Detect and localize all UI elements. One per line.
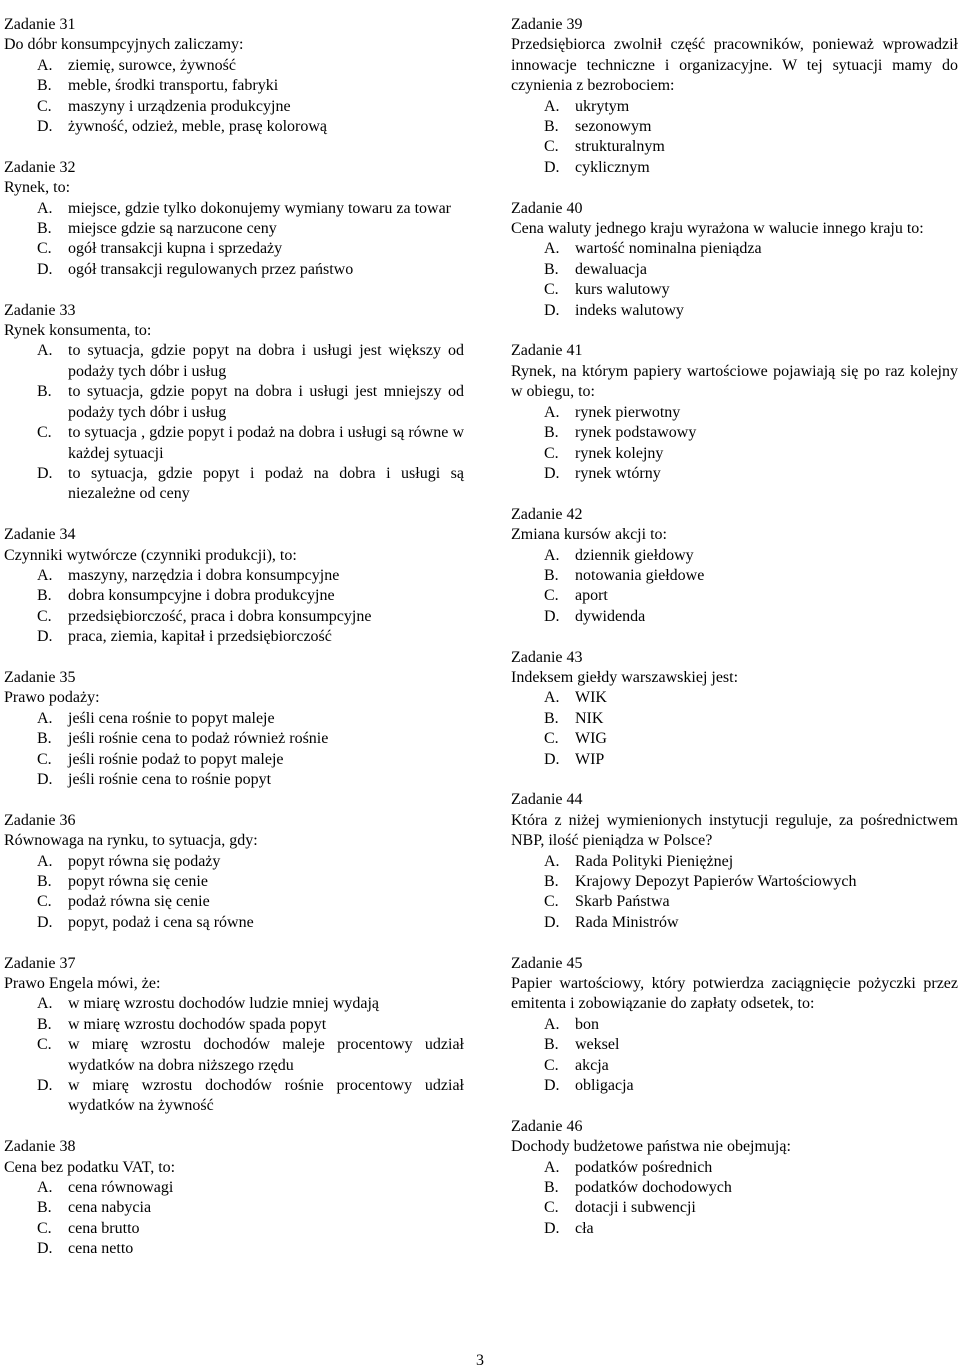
answer-list — [4, 566, 464, 648]
answer-letter: D. — [544, 1077, 560, 1095]
answer-letter: D. — [37, 260, 53, 278]
answer-text: rynek pierwotny — [575, 403, 681, 421]
answer-letter: D. — [544, 750, 560, 768]
answer-letter: C. — [37, 424, 52, 442]
answer-list — [4, 994, 464, 1116]
answer-letter: B. — [544, 118, 559, 136]
answer-text: żywność, odzież, meble, prasę kolorową — [68, 118, 328, 136]
answer-letter: D. — [37, 913, 53, 931]
question-title: Zadanie 36 — [4, 811, 76, 829]
question-block — [4, 525, 464, 647]
answer-option — [4, 872, 464, 892]
answer-letter: B. — [37, 1015, 52, 1033]
answer-list — [511, 1158, 958, 1240]
question-block — [511, 15, 958, 178]
answer-option — [4, 382, 464, 423]
answer-option — [4, 1219, 464, 1239]
answer-letter: C. — [544, 138, 559, 156]
answer-option — [511, 260, 958, 280]
answer-letter: C. — [544, 587, 559, 605]
answer-letter: D. — [37, 628, 53, 646]
answer-option — [511, 280, 958, 300]
question-text: Cena bez podatku VAT, to: — [4, 1158, 176, 1176]
answer-text: jeśli cena rośnie to popyt maleje — [68, 709, 275, 727]
answer-list — [511, 546, 958, 628]
answer-text: dobra konsumpcyjne i dobra produkcyjne — [68, 587, 335, 605]
answer-text: ogół transakcji kupna i sprzedaży — [68, 240, 283, 258]
answer-text: aport — [575, 587, 608, 605]
answer-text: popyt równa się cenie — [68, 872, 208, 890]
answer-letter: C. — [544, 281, 559, 299]
answer-text: cena równowagi — [68, 1179, 174, 1197]
answer-text: Rada Ministrów — [575, 913, 679, 931]
answer-option — [4, 1239, 464, 1259]
answer-letter: C. — [37, 240, 52, 258]
page-number: 3 — [476, 1352, 484, 1369]
answer-option — [511, 892, 958, 912]
answer-letter: B. — [544, 1179, 559, 1197]
answer-text: miejsce gdzie są narzucone ceny — [68, 220, 277, 238]
answer-text: w miarę wzrostu dochodów rośnie procentowy udział wydatków na żywność — [68, 1077, 464, 1115]
answer-letter: B. — [544, 260, 559, 278]
answer-option — [511, 1056, 958, 1076]
answer-letter: D. — [37, 464, 53, 482]
answer-list — [511, 688, 958, 770]
answer-text: NIK — [575, 709, 604, 727]
question-title: Zadanie 34 — [4, 526, 76, 544]
answer-text: Rada Polityki Pieniężnej — [575, 852, 734, 870]
answer-letter: D. — [544, 1219, 560, 1237]
answer-letter: A. — [544, 97, 560, 115]
answer-option — [4, 76, 464, 96]
answer-letter: D. — [37, 770, 53, 788]
answer-letter: A. — [37, 709, 53, 727]
question-title: Zadanie 39 — [511, 16, 583, 33]
answer-option — [511, 239, 958, 259]
question-block — [511, 505, 958, 627]
question-text: Dochody budżetowe państwa nie obejmują: — [511, 1138, 791, 1156]
answer-option — [4, 729, 464, 749]
answer-option — [511, 913, 958, 933]
answer-text: WIK — [575, 689, 607, 707]
answer-text: przedsiębiorczość, praca i dobra konsumpcyjne — [68, 607, 372, 625]
answer-letter: C. — [37, 607, 52, 625]
question-text: Cena waluty jednego kraju wyrażona w walucie innego kraju to: — [511, 220, 924, 238]
question-title: Zadanie 32 — [4, 158, 76, 176]
answer-text: miejsce, gdzie tylko dokonujemy wymiany towaru za towar — [68, 199, 452, 217]
question-text: Zmiana kursów akcji to: — [511, 526, 667, 544]
answer-text: WIG — [575, 730, 607, 748]
answer-option — [511, 1219, 958, 1239]
answer-option — [4, 770, 464, 790]
question-text: Równowaga na rynku, to sytuacja, gdy: — [4, 832, 258, 850]
answer-text: podaż równa się cenie — [68, 893, 210, 911]
question-title: Zadanie 37 — [4, 954, 76, 972]
question-title: Zadanie 45 — [511, 954, 583, 972]
answer-text: jeśli rośnie cena to podaż również rośnie — [68, 730, 329, 748]
answer-letter: D. — [544, 913, 560, 931]
answer-letter: D. — [544, 607, 560, 625]
answer-text: w miarę wzrostu dochodów maleje procentowy udział wydatków na dobra niższego rzędu — [68, 1036, 464, 1074]
answer-letter: B. — [544, 709, 559, 727]
answer-option — [511, 607, 958, 627]
question-title: Zadanie 41 — [511, 342, 583, 360]
answer-text: to sytuacja, gdzie popyt na dobra i usługi jest większy od podaży tych dóbr i usług — [68, 342, 464, 380]
answer-text: w miarę wzrostu dochodów spada popyt — [68, 1015, 327, 1033]
question-title: Zadanie 40 — [511, 199, 583, 217]
answer-letter: A. — [544, 852, 560, 870]
question-text: Prawo podaży: — [4, 689, 100, 707]
answer-text: cyklicznym — [575, 158, 650, 176]
answer-option — [4, 199, 464, 219]
answer-text: rynek podstawowy — [575, 424, 697, 442]
answer-option — [511, 729, 958, 749]
answer-text: weksel — [575, 1036, 620, 1054]
answer-option — [4, 341, 464, 382]
answer-text: dziennik giełdowy — [575, 546, 694, 564]
answer-text: dywidenda — [575, 607, 646, 625]
answer-letter: C. — [37, 97, 52, 115]
answer-option — [511, 852, 958, 872]
answer-text: Krajowy Depozyt Papierów Wartościowych — [575, 872, 857, 890]
answer-text: maszyny i urządzenia produkcyjne — [68, 97, 291, 115]
question-block — [511, 648, 958, 770]
answer-option — [511, 1178, 958, 1198]
answer-option — [511, 403, 958, 423]
answer-option — [4, 750, 464, 770]
answer-option — [511, 750, 958, 770]
answer-text: to sytuacja, gdzie popyt na dobra i usługi jest mniejszy od podaży tych dóbr i usług — [68, 383, 464, 421]
answer-option — [4, 852, 464, 872]
question-title: Zadanie 33 — [4, 301, 76, 319]
answer-letter: D. — [37, 1077, 53, 1095]
answer-text: to sytuacja, gdzie popyt i podaż na dobra i usługi są niezależne od ceny — [68, 464, 464, 503]
question-block — [4, 668, 464, 790]
answer-text: dewaluacja — [575, 260, 647, 278]
answer-option — [4, 464, 464, 505]
answer-option — [4, 56, 464, 76]
answer-letter: C. — [544, 1056, 559, 1074]
answer-option — [4, 219, 464, 239]
question-title: Zadanie 44 — [511, 791, 583, 809]
answer-list — [511, 97, 958, 179]
answer-letter: B. — [37, 383, 52, 401]
answer-letter: B. — [37, 872, 52, 890]
answer-text: obligacja — [575, 1077, 634, 1095]
answer-option — [4, 1198, 464, 1218]
question-block — [4, 158, 464, 280]
answer-option — [511, 423, 958, 443]
answer-text: maszyny, narzędzia i dobra konsumpcyjne — [68, 566, 340, 584]
answer-letter: B. — [37, 220, 52, 238]
question-text: Przedsiębiorca zwolnił część pracowników, ponieważ wprowadził innowacje techniczne i organizacyjne. W tej sytuacji mamy do czynienia z bezrobociem: — [511, 36, 958, 95]
answer-letter: A. — [37, 995, 53, 1013]
answer-text: wartość nominalna pieniądza — [575, 240, 762, 258]
question-title: Zadanie 46 — [511, 1117, 583, 1135]
answer-option — [4, 892, 464, 912]
answer-letter: A. — [544, 1015, 560, 1033]
answer-option — [4, 239, 464, 259]
answer-option — [4, 709, 464, 729]
question-block — [4, 1137, 464, 1259]
answer-option — [4, 1035, 464, 1076]
answer-option — [511, 464, 958, 484]
question-block — [511, 341, 958, 484]
question-text: Rynek, na którym papiery wartościowe pojawiają się po raz kolejny w obiegu, to: — [511, 362, 958, 401]
answer-list — [4, 1178, 464, 1260]
question-text: Rynek, to: — [4, 179, 71, 197]
answer-text: praca, ziemia, kapitał i przedsiębiorczość — [68, 628, 332, 646]
answer-option — [4, 1178, 464, 1198]
answer-letter: B. — [544, 424, 559, 442]
answer-text: popyt równa się podaży — [68, 852, 221, 870]
question-text: Czynniki wytwórcze (czynniki produkcji), to: — [4, 546, 297, 564]
answer-list — [4, 709, 464, 791]
answer-text: kurs walutowy — [575, 281, 670, 299]
answer-letter: A. — [544, 1158, 560, 1176]
answer-letter: B. — [544, 872, 559, 890]
question-block — [4, 811, 464, 933]
answer-text: ukrytym — [575, 97, 630, 115]
answer-list — [4, 341, 464, 504]
answer-letter: D. — [37, 118, 53, 136]
answer-option — [4, 607, 464, 627]
answer-list — [4, 852, 464, 934]
answer-option — [511, 1035, 958, 1055]
answer-letter: C. — [544, 1199, 559, 1217]
answer-option — [4, 117, 464, 137]
answer-option — [511, 137, 958, 157]
question-block — [511, 199, 958, 321]
answer-text: sezonowym — [575, 118, 652, 136]
question-title: Zadanie 31 — [4, 16, 76, 33]
answer-option — [4, 260, 464, 280]
answer-option — [4, 423, 464, 464]
question-block — [4, 954, 464, 1117]
question-text: Prawo Engela mówi, że: — [4, 975, 161, 992]
answer-text: podatków pośrednich — [575, 1158, 713, 1176]
answer-text: ogół transakcji regulowanych przez państwo — [68, 260, 354, 278]
answer-letter: B. — [37, 730, 52, 748]
question-block — [511, 790, 958, 933]
question-title: Zadanie 43 — [511, 648, 583, 666]
answer-text: WIP — [575, 750, 605, 768]
answer-text: rynek kolejny — [575, 444, 664, 462]
answer-list — [4, 199, 464, 281]
answer-letter: D. — [544, 158, 560, 176]
answer-text: jeśli rośnie podaż to popyt maleje — [68, 750, 284, 768]
answer-letter: C. — [544, 730, 559, 748]
question-text: Indeksem giełdy warszawskiej jest: — [511, 668, 739, 686]
left-column — [4, 15, 464, 1280]
answer-letter: A. — [37, 852, 53, 870]
answer-option — [511, 117, 958, 137]
answer-letter: C. — [544, 444, 559, 462]
answer-text: cła — [575, 1219, 594, 1237]
answer-text: strukturalnym — [575, 138, 665, 156]
answer-letter: B. — [37, 587, 52, 605]
answer-letter: B. — [544, 1036, 559, 1054]
answer-letter: B. — [37, 77, 52, 95]
answer-option — [511, 301, 958, 321]
answer-letter: B. — [544, 566, 559, 584]
answer-option — [511, 1076, 958, 1096]
answer-letter: A. — [544, 240, 560, 258]
answer-option — [511, 158, 958, 178]
answer-letter: B. — [37, 1199, 52, 1217]
answer-text: ziemię, surowce, żywność — [68, 56, 236, 74]
answer-option — [511, 586, 958, 606]
answer-option — [511, 688, 958, 708]
answer-option — [511, 97, 958, 117]
answer-text: Skarb Państwa — [575, 893, 670, 911]
answer-text: podatków dochodowych — [575, 1179, 732, 1197]
question-text: Rynek konsumenta, to: — [4, 322, 152, 340]
answer-option — [511, 1015, 958, 1035]
answer-letter: C. — [37, 750, 52, 768]
answer-text: cena nabycia — [68, 1199, 152, 1217]
answer-list — [511, 852, 958, 934]
answer-text: to sytuacja , gdzie popyt i podaż na dobra i usługi są równe w każdej sytuacji — [68, 424, 464, 462]
answer-letter: A. — [37, 342, 53, 360]
answer-text: indeks walutowy — [575, 301, 684, 319]
answer-option — [4, 566, 464, 586]
answer-text: popyt, podaż i cena są równe — [68, 913, 254, 931]
answer-option — [4, 1015, 464, 1035]
answer-text: jeśli rośnie cena to rośnie popyt — [68, 770, 272, 788]
answer-text: cena netto — [68, 1240, 134, 1258]
answer-option — [4, 1076, 464, 1117]
answer-letter: A. — [37, 566, 53, 584]
answer-letter: A. — [37, 1179, 53, 1197]
answer-list — [4, 56, 464, 138]
question-text: Do dóbr konsumpcyjnych zaliczamy: — [4, 36, 244, 54]
answer-option — [511, 444, 958, 464]
question-block — [4, 15, 464, 137]
answer-letter: C. — [37, 1219, 52, 1237]
question-title: Zadanie 38 — [4, 1138, 76, 1156]
answer-text: bon — [575, 1015, 599, 1033]
answer-letter: C. — [544, 893, 559, 911]
right-column — [511, 15, 958, 1260]
answer-letter: D. — [544, 301, 560, 319]
question-text: Papier wartościowy, który potwierdza zaciągnięcie pożyczki przez emitenta i zobowiązanie do zapłaty odsetek, to: — [511, 975, 958, 1013]
answer-text: akcja — [575, 1056, 609, 1074]
answer-option — [4, 586, 464, 606]
answer-text: w miarę wzrostu dochodów ludzie mniej wydają — [68, 995, 380, 1013]
answer-option — [4, 913, 464, 933]
answer-list — [511, 1015, 958, 1097]
question-block — [4, 301, 464, 505]
answer-option — [4, 97, 464, 117]
answer-option — [511, 1198, 958, 1218]
answer-text: rynek wtórny — [575, 464, 661, 482]
answer-letter: C. — [37, 1036, 52, 1054]
answer-option — [511, 566, 958, 586]
answer-letter: A. — [37, 199, 53, 217]
answer-option — [511, 709, 958, 729]
answer-text: dotacji i subwencji — [575, 1199, 696, 1217]
question-block — [511, 954, 958, 1097]
answer-text: meble, środki transportu, fabryki — [68, 77, 279, 95]
answer-letter: C. — [37, 893, 52, 911]
answer-letter: A. — [544, 546, 560, 564]
answer-option — [511, 546, 958, 566]
answer-letter: D. — [37, 1240, 53, 1258]
question-title: Zadanie 35 — [4, 668, 76, 686]
answer-option — [4, 627, 464, 647]
answer-letter: A. — [544, 689, 560, 707]
answer-text: cena brutto — [68, 1219, 140, 1237]
answer-letter: A. — [37, 56, 53, 74]
answer-option — [511, 872, 958, 892]
answer-list — [511, 403, 958, 485]
answer-option — [4, 994, 464, 1014]
answer-option — [511, 1158, 958, 1178]
answer-list — [511, 239, 958, 321]
answer-text: notowania giełdowe — [575, 566, 705, 584]
answer-letter: D. — [544, 464, 560, 482]
question-block — [511, 1117, 958, 1239]
question-text: Która z niżej wymienionych instytucji reguluje, za pośrednictwem NBP, ilość pieniądza w Polsce? — [511, 811, 958, 850]
question-title: Zadanie 42 — [511, 505, 583, 523]
answer-letter: A. — [544, 403, 560, 421]
